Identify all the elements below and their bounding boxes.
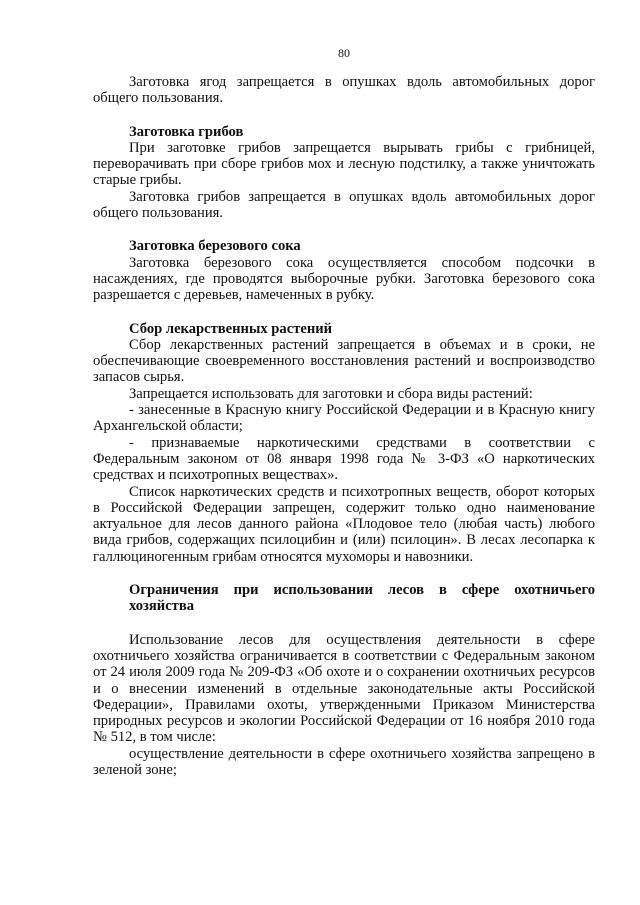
paragraph-gap	[93, 565, 595, 582]
paragraph: Использование лесов для осуществления деятельности в сфере охотничьего хозяйства ограничивается в соответствии с Федеральным законом от 24 июля 2009 года № 209-ФЗ «Об охоте и о сохранении охотничьих ресурсов и о внесении изменений в отдельные законодательные акты Российской Федерации», Правилами охоты, утвержденными Приказом Министерства природных ресурсов и экологии Российской Федерации от 16 ноября 2010 года № 512, в том числе:	[93, 631, 595, 746]
paragraph-gap	[93, 304, 595, 321]
paragraph: Заготовка березового сока осуществляется способом подсочки в насаждениях, где проводятся выборочные рубки. Заготовка березового сока разрешается с деревьев, намеченных в рубку.	[93, 254, 595, 304]
paragraph: Заготовка грибов запрещается в опушках вдоль автомобильных дорог общего пользования.	[93, 188, 595, 222]
paragraph: При заготовке грибов запрещается вырывать грибы с грибницей, переворачивать при сборе грибов мох и лесную подстилку, а также уничтожать старые грибы.	[93, 139, 595, 189]
page-number: 80	[338, 46, 350, 60]
paragraph: Запрещается использовать для заготовки и сбора виды растений:	[129, 385, 533, 402]
paragraph: осуществление деятельности в сфере охотничьего хозяйства запрещено в зеленой зоне;	[93, 745, 595, 778]
paragraph: Заготовка ягод запрещается в опушках вдоль автомобильных дорог общего пользования.	[93, 74, 595, 107]
section-heading: Заготовка грибов	[129, 123, 244, 140]
section-heading: Заготовка березового сока	[129, 238, 301, 255]
section-heading: Ограничения при использовании лесов в сфере охотничьего хозяйства	[129, 582, 595, 615]
paragraph: Список наркотических средств и психотропных веществ, оборот которых в Российской Федерации запрещен, содержит только одно наименование актуальное для лесов данного района «Плодовое тело (любая часть) любого вида грибов, содержащих псилоцибин и (или) псилоцин». В лесах лесопарка к галлюциногенным грибам относятся мухоморы и навозники.	[93, 483, 595, 565]
document-body	[93, 74, 595, 778]
section-heading: Сбор лекарственных растений	[129, 320, 333, 337]
paragraph-gap	[93, 615, 595, 632]
paragraph-gap	[93, 107, 595, 124]
paragraph: Сбор лекарственных растений запрещается в объемах и в сроки, не обеспечивающие своевременного восстановления растений и воспроизводство запасов сырья.	[93, 336, 595, 386]
paragraph-gap	[93, 221, 595, 238]
paragraph: - занесенные в Красную книгу Российской Федерации и в Красную книгу Архангельской области;	[93, 402, 595, 435]
paragraph: - признаваемые наркотическими средствами в соответствии с Федеральным законом от 08 января 1998 года № 3-ФЗ «О наркотических средствах и психотропных веществах».	[93, 434, 595, 484]
